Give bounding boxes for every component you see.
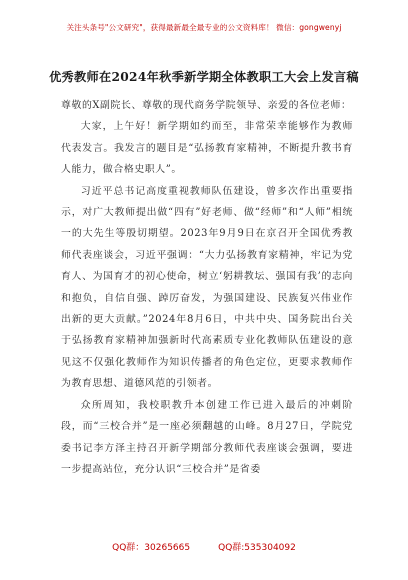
document-body bbox=[61, 95, 353, 480]
body-paragraph: 大家，上午好！新学期如约而至，非常荣幸能够作为教师代表发言。我发言的题目是“弘扬教育家精神，不断提升教书育人能力，做合格史职人”。 bbox=[61, 121, 353, 176]
footer-qq-group-2: QQ群:535304092 bbox=[218, 543, 296, 553]
footer bbox=[0, 540, 408, 553]
document-title: 优秀教师在2024年秋季新学期全体教职工大会上发言稿 bbox=[49, 70, 359, 84]
body-paragraph: 众所周知，我校职教升本创建工作已进入最后的冲刺阶段，而“三校合并”是一座必须翻越的山峰。8月27日，学院党委书记李方泽主持召开新学期部分教师代表座谈会强调，要进一步提高站位，充分认识“三校合并”是省委 bbox=[61, 399, 353, 475]
header-banner: 关注头条号"公文研究"，获得最新最全最专业的公文资料库！ 微信：gongwenyj bbox=[66, 23, 342, 32]
footer-qq-group-1: QQ群：30265665 bbox=[112, 543, 191, 553]
salutation-paragraph: 尊敬的X副院长、尊敬的现代商务学院领导、亲爱的各位老师： bbox=[61, 100, 352, 111]
body-paragraph: 习近平总书记高度重视教师队伍建设，曾多次作出重要指示，对广大教师提出做“四有”好老师、做“经师”和“人师”相统一的大先生等殷切期望。2023年9月9日在京召开全国优秀教师代表座谈会，习近平强调：“大力弘扬教育家精神，牢记为党育人、为国育才的初心使命，树立‘躬耕教坛、强国有我’的志向和抱负，自信自强、踔厉奋发，为强国建设、民族复兴伟业作出新的更大贡献。”2024年8月6日，中共中央、国务院出台关于弘扬教育家精神加强新时代高素质专业化教师队伍建设的意见这不仅强化教师作为知识传播者的角色定位，更要求教师作为教育思想、道德风范的引领者。 bbox=[61, 185, 353, 390]
